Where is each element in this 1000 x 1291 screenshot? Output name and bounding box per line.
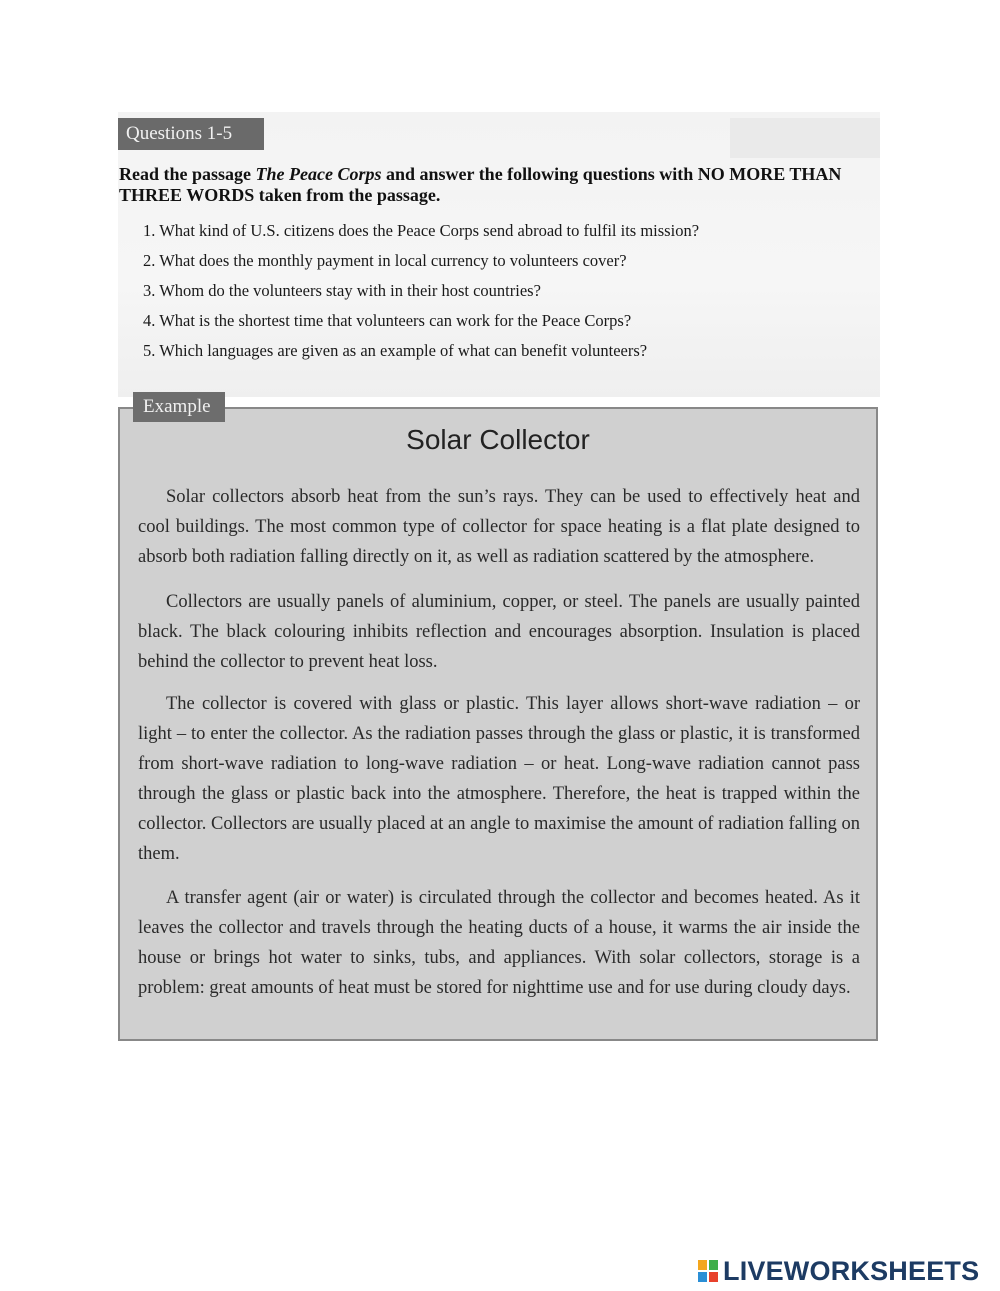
logo-square-4	[708, 1271, 719, 1283]
example-label: Example	[133, 392, 225, 422]
instructions	[119, 164, 881, 206]
passage-paragraph-3: The collector is covered with glass or plastic. This layer allows short-wave radiation – or light – to enter the collector. As the radiation passes through the glass or plastic, it is transformed from short-wave radiation to long-wave radiation – or heat. Long-wave radiation cannot pass through the glass or plastic back into the atmosphere. Therefore, the heat is trapped within the collector. Collectors are usually placed at an angle to maximise the amount of radiation falling on them.	[138, 694, 860, 864]
question-list	[143, 219, 883, 369]
passage-paragraph-4: A transfer agent (air or water) is circulated through the collector and becomes heated. As it leaves the collector and travels through the heating ducts of a house, it warms the air inside the house or brings hot water to sinks, tubs, and appliances. With solar collectors, storage is a problem: great amounts of heat must be stored for nighttime use and for use during cloudy days.	[138, 888, 860, 998]
question-item-1: 1. What kind of U.S. citizens does the Peace Corps send abroad to fulfil its mission?	[143, 221, 700, 240]
question-item-5: 5. Which languages are given as an example of what can benefit volunteers?	[143, 341, 648, 360]
passage-heading: Solar Collector	[406, 424, 590, 455]
question-item-4: 4. What is the shortest time that volunteers can work for the Peace Corps?	[143, 311, 632, 330]
questions-label: Questions 1-5	[118, 118, 264, 150]
passage-paragraph-1: Solar collectors absorb heat from the sun’s rays. They can be used to effectively heat and cool buildings. The most common type of collector for space heating is a flat plate designed to absorb both radiation falling directly on it, as well as radiation scattered by the atmosphere.	[138, 487, 860, 567]
liveworksheets-logo-icon	[697, 1259, 719, 1283]
logo-square-2	[708, 1259, 719, 1271]
instructions-part1: Read the passage	[119, 164, 256, 184]
logo-square-3	[697, 1271, 708, 1283]
brand-text: LIVEWORKSHEETS	[723, 1255, 980, 1286]
passage-title: The Peace Corps	[255, 164, 382, 184]
liveworksheets-logo	[697, 1255, 979, 1287]
instructions-part2: and answer the following questions with NO MORE THAN THREE WORDS taken from the passage.	[119, 164, 842, 205]
logo-square-1	[697, 1259, 708, 1271]
passage-paragraph-2: Collectors are usually panels of aluminium, copper, or steel. The panels are usually painted black. The black colouring inhibits reflection and encourages absorption. Insulation is placed behind the collector to prevent heat loss.	[138, 592, 860, 672]
question-item-2: 2. What does the monthly payment in local currency to volunteers cover?	[143, 251, 627, 270]
bleed-through-mark	[730, 118, 880, 158]
question-item-3: 3. Whom do the volunteers stay with in their host countries?	[143, 281, 541, 300]
